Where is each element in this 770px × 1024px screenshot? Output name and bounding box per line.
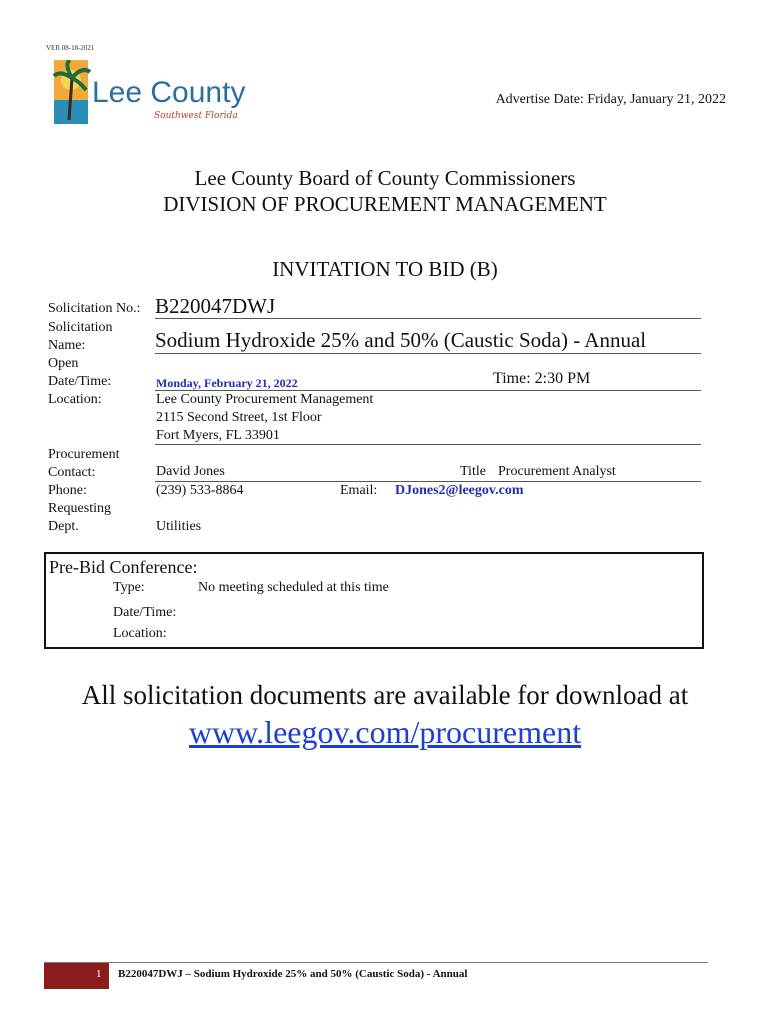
solicitation-name-label-2: Name:	[48, 338, 86, 353]
version-label: VER 08-18-2021	[46, 44, 95, 52]
open-label-2: Date/Time:	[48, 374, 112, 389]
logo-subtext: Southwest Florida	[154, 111, 238, 121]
contact-label-1: Procurement	[48, 447, 120, 462]
email-link[interactable]: DJones2@leegov.com	[395, 483, 524, 498]
division-title: DIVISION OF PROCUREMENT MANAGEMENT	[163, 192, 607, 216]
contact-title-label: Title	[460, 464, 486, 479]
download-notice: All solicitation documents are available for download at	[81, 680, 689, 710]
lee-county-logo	[52, 60, 252, 130]
open-time-value: Time: 2:30 PM	[493, 370, 591, 387]
dept-label-1: Requesting	[48, 501, 111, 516]
open-date-value: Monday, February 21, 2022	[156, 376, 298, 390]
contact-name: David Jones	[156, 464, 225, 479]
dept-label-2: Dept.	[48, 519, 79, 534]
contact-label-2: Contact:	[48, 465, 96, 480]
footer-text: B220047DWJ – Sodium Hydroxide 25% and 50% (Caustic Soda) - Annual	[118, 968, 468, 980]
invitation-title: INVITATION TO BID (B)	[272, 257, 498, 281]
solicitation-no-label: Solicitation No.:	[48, 301, 141, 316]
footer-page-number: 1	[96, 968, 102, 980]
phone-value: (239) 533-8864	[156, 483, 244, 498]
footer-divider	[44, 962, 708, 963]
prebid-type-value: No meeting scheduled at this time	[198, 580, 389, 595]
email-label: Email:	[340, 483, 378, 498]
prebid-datetime-label: Date/Time:	[113, 605, 177, 620]
divider	[155, 353, 701, 354]
prebid-type-label: Type:	[113, 580, 145, 595]
solicitation-name-value: Sodium Hydroxide 25% and 50% (Caustic Soda) - Annual	[155, 328, 647, 352]
advertise-date: Advertise Date: Friday, January 21, 2022	[495, 92, 726, 107]
divider	[155, 444, 701, 445]
open-label-1: Open	[48, 356, 79, 371]
location-label: Location:	[48, 392, 102, 407]
phone-label: Phone:	[48, 483, 87, 498]
prebid-location-label: Location:	[113, 626, 167, 641]
prebid-heading: Pre-Bid Conference:	[49, 557, 198, 577]
solicitation-no-value: B220047DWJ	[155, 294, 276, 318]
board-title: Lee County Board of County Commissioners	[194, 166, 576, 190]
solicitation-name-label-1: Solicitation	[48, 320, 113, 335]
divider	[155, 318, 701, 319]
logo-text: Lee County	[92, 76, 246, 109]
location-line-2: 2115 Second Street, 1st Floor	[156, 410, 322, 425]
dept-value: Utilities	[156, 519, 202, 534]
location-line-3: Fort Myers, FL 33901	[156, 428, 280, 443]
location-line-1: Lee County Procurement Management	[156, 392, 374, 407]
contact-title-value: Procurement Analyst	[498, 464, 616, 479]
procurement-link[interactable]: www.leegov.com/procurement	[188, 714, 582, 750]
